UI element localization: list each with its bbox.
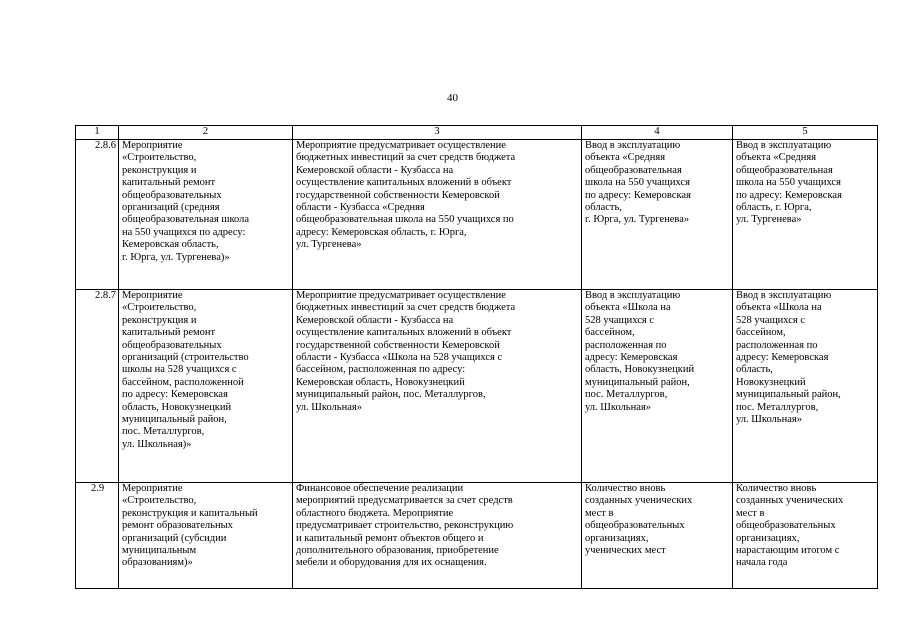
table-row [76,483,878,589]
column-header: 2 [119,126,293,140]
activity-description: Мероприятие предусматривает осуществление бюджетных инвестиций за счет средств бюджета Кемеровской области - Кузбасса на осуществление капитальных вложений в объект государственной собственности Кемеровской области - Кузбасса «Средняя общеобразовательная школа на 550 учащихся по адресу: Кемеровская область, г. Юрга, ул. Тургенева» [293,140,582,290]
activity-indicator: Ввод в эксплуатацию объекта «Средняя общеобразовательная школа на 550 учащихся по адресу: Кемеровская область, г. Юрга, ул. Тургенева» [582,140,733,290]
table-row [76,140,878,290]
activity-result: Ввод в эксплуатацию объекта «Средняя общеобразовательная школа на 550 учащихся по адресу: Кемеровская область, г. Юрга, ул. Тургенева» [733,140,878,290]
program-table [75,125,878,589]
column-header: 3 [293,126,582,140]
activity-result: Ввод в эксплуатацию объекта «Школа на 528 учащихся с бассейном, расположенная по адресу: Кемеровская область, Новокузнецкий муниципальный район, пос. Металлургов, ул. Школьная» [733,290,878,483]
activity-indicator: Количество вновь созданных ученических мест в общеобразовательных организациях, ученических мест [582,483,733,589]
table-header-row [76,126,878,140]
activity-description: Финансовое обеспечение реализации мероприятий предусматривается за счет средств областного бюджета. Мероприятие предусматривает строительство, реконструкцию и капитальный ремонт объектов общего и дополнительного образования, приобретение мебели и оборудования для их оснащения. [293,483,582,589]
activity-name: Мероприятие «Строительство, реконструкция и капитальный ремонт общеобразовательных организаций (средняя общеобразовательная школа на 550 учащихся по адресу: Кемеровская область, г. Юрга, ул. Тургенева)» [119,140,293,290]
column-header: 4 [582,126,733,140]
row-number: 2.9 [76,483,119,589]
column-header: 5 [733,126,878,140]
row-number: 2.8.6 [76,140,119,290]
page-number: 40 [447,92,458,104]
activity-description: Мероприятие предусматривает осуществление бюджетных инвестиций за счет средств бюджета Кемеровской области - Кузбасса на осуществление капитальных вложений в объект государственной собственности Кемеровской области - Кузбасса «Школа на 528 учащихся с бассейном, расположенная по адресу: Кемеровская область, Новокузнецкий муниципальный район, пос. Металлургов, ул. Школьная» [293,290,582,483]
table-row [76,290,878,483]
activity-name: Мероприятие «Строительство, реконструкция и капитальный ремонт общеобразовательных организаций (строительство школы на 528 учащихся с бассейном, расположенной по адресу: Кемеровская область, Новокузнецкий муниципальный район, пос. Металлургов, ул. Школьная)» [119,290,293,483]
row-number: 2.8.7 [76,290,119,483]
activity-result: Количество вновь созданных ученических мест в общеобразовательных организациях, нарастающим итогом с начала года [733,483,878,589]
activity-indicator: Ввод в эксплуатацию объекта «Школа на 528 учащихся с бассейном, расположенная по адресу: Кемеровская область, Новокузнецкий муниципальный район, пос. Металлургов, ул. Школьная» [582,290,733,483]
column-header: 1 [76,126,119,140]
activity-name: Мероприятие «Строительство, реконструкция и капитальный ремонт образовательных организаций (субсидии муниципальным образованиям)» [119,483,293,589]
